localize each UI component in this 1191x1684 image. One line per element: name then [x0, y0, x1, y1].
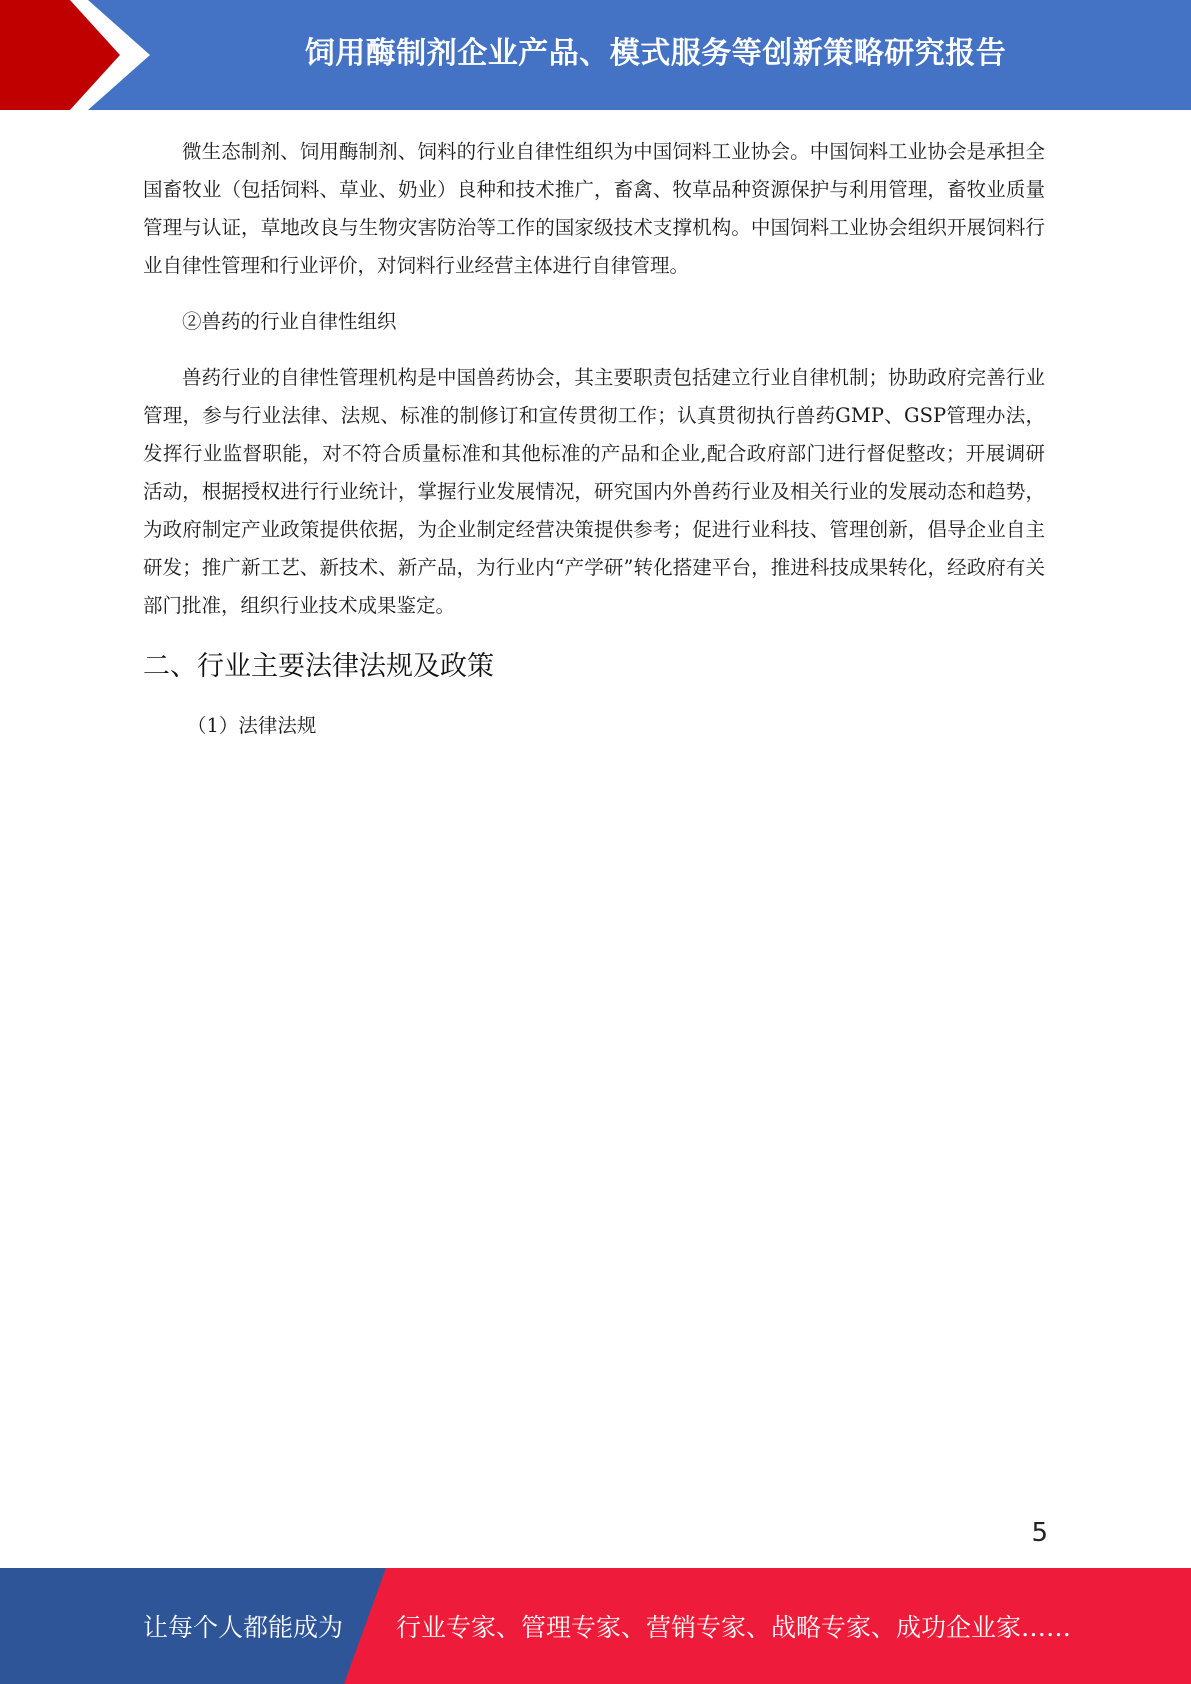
- report-header-band: [0, 0, 1191, 110]
- page-number: 5: [1031, 1518, 1048, 1548]
- footer-slogan-right: 行业专家、管理专家、营销专家、战略专家、成功企业家……: [396, 1613, 1072, 1642]
- report-title: 饲用酶制剂企业产品、模式服务等创新策略研究报告: [304, 36, 1007, 71]
- page-content: [143, 133, 1045, 745]
- paragraph-feed-industry-association: 微生态制剂、饲用酶制剂、饲料的行业自律性组织为中国饲料工业协会。中国饲料工业协会是承担全国畜牧业（包括饲料、草业、奶业）良种和技术推广，畜禽、牧草品种资源保护与利用管理，畜牧业质量管理与认证，草地改良与生物灾害防治等工作的国家级技术支撑机构。中国饲料工业协会组织开展饲料行业自律性管理和行业评价，对饲料行业经营主体进行自律管理。: [143, 140, 1045, 277]
- section-heading-laws-policies: 二、行业主要法律法规及政策: [143, 651, 494, 682]
- paragraph-vet-drug-association: 兽药行业的自律性管理机构是中国兽药协会，其主要职责包括建立行业自律机制；协助政府完善行业管理，参与行业法律、法规、标准的制修订和宣传贯彻工作；认真贯彻执行兽药GMP、GSP管理办法，发挥行业监督职能，对不符合质量标准和其他标准的产品和企业,配合政府部门进行督促整改；开展调研活动，根据授权进行行业统计，掌握行业发展情况，研究国内外兽药行业及相关行业的发展动态和趋势，为政府制定产业政策提供依据，为企业制定经营决策提供参考；促进行业科技、管理创新，倡导企业自主研发；推广新工艺、新技术、新产品，为行业内“产学研”转化搭建平台，推进科技成果转化，经政府有关部门批准，组织行业技术成果鉴定。: [143, 366, 1045, 617]
- chevron-arrow-decoration: [0, 0, 160, 110]
- subheading-vet-self-regulatory-org: ②兽药的行业自律性组织: [182, 310, 397, 333]
- footer-slogan-left: 让每个人都能成为: [143, 1613, 344, 1642]
- subsection-laws-regulations: （1）法律法规: [187, 714, 317, 737]
- footer-slogan-band: [0, 1568, 1191, 1684]
